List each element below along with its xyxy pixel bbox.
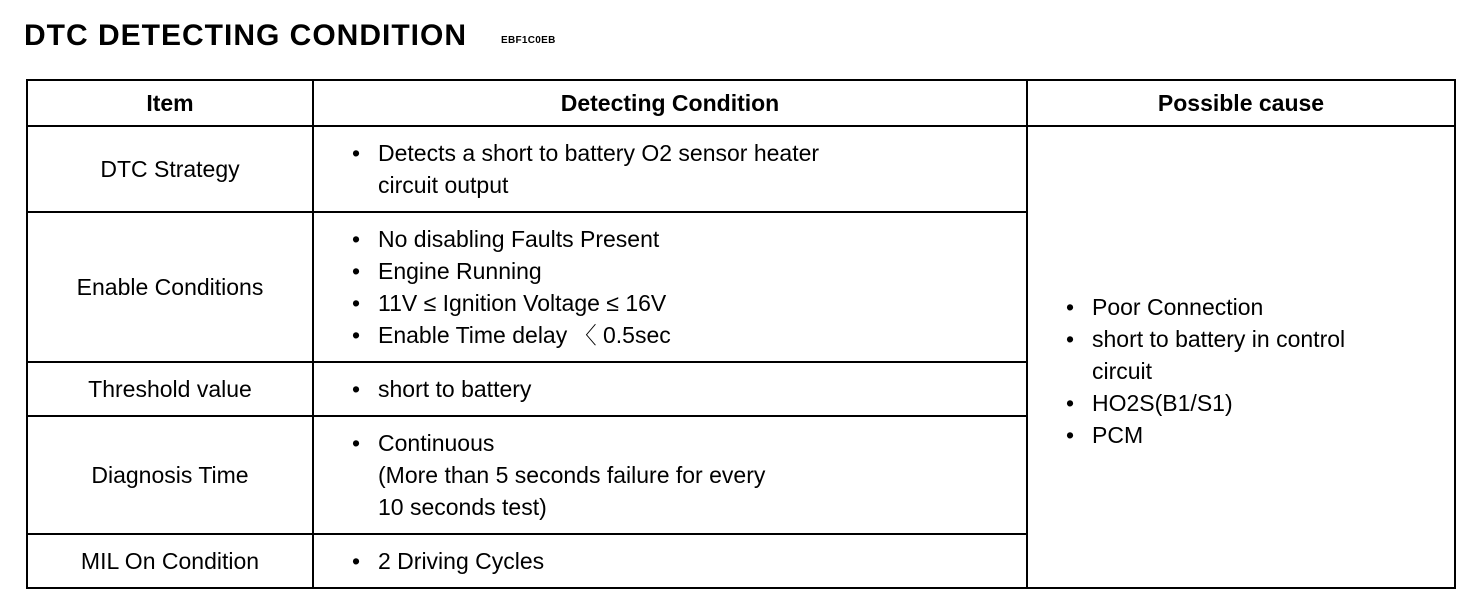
possible-cause-cell	[1027, 126, 1455, 588]
cause-bullet	[1066, 387, 1440, 419]
table-header-row	[27, 80, 1455, 126]
column-header-detecting-condition: Detecting Condition	[313, 80, 1027, 126]
condition-text: • short to battery	[378, 376, 532, 402]
column-header-item: Item	[27, 80, 313, 126]
possible-cause-list	[1066, 291, 1440, 451]
condition-list	[352, 427, 1012, 523]
condition-text: • Continuous	[378, 430, 495, 456]
condition-list	[352, 373, 1012, 405]
condition-list	[352, 545, 1012, 577]
table-row-dtc-strategy	[27, 126, 1455, 212]
condition-cell	[313, 416, 1027, 534]
condition-text: (More than 5 seconds failure for every	[378, 462, 766, 488]
cause-text: • PCM	[1092, 422, 1144, 448]
condition-cell	[313, 362, 1027, 416]
condition-cell	[313, 212, 1027, 362]
condition-text: circuit output	[378, 172, 509, 198]
cause-text: • HO2S(B1/S1)	[1092, 390, 1233, 416]
item-cell: Threshold value	[27, 362, 313, 416]
page-title: DTC DETECTING CONDITION	[24, 19, 467, 52]
condition-bullet	[352, 373, 1012, 405]
condition-text: • Detects a short to battery O2 sensor heater	[378, 140, 820, 166]
condition-bullet	[352, 255, 1012, 287]
item-cell: MIL On Condition	[27, 534, 313, 588]
title-row	[24, 14, 556, 58]
cause-text: circuit	[1092, 358, 1153, 384]
item-cell: Diagnosis Time	[27, 416, 313, 534]
dtc-condition-table	[26, 79, 1456, 589]
condition-text: • 11V ≤ Ignition Voltage ≤ 16V	[378, 290, 667, 316]
condition-bullet	[352, 545, 1012, 577]
condition-text: • Enable Time delay 〈 0.5sec	[378, 322, 671, 348]
document-code: EBF1C0EB	[501, 34, 556, 46]
condition-bullet	[352, 319, 1012, 351]
cause-text: • Poor Connection	[1092, 294, 1264, 320]
condition-list	[352, 137, 1012, 201]
condition-bullet	[352, 223, 1012, 255]
condition-bullet	[352, 427, 1012, 523]
condition-bullet	[352, 137, 1012, 201]
item-cell: Enable Conditions	[27, 212, 313, 362]
cause-text: • short to battery in control	[1092, 326, 1346, 352]
condition-list	[352, 223, 1012, 351]
condition-text: • No disabling Faults Present	[378, 226, 660, 252]
condition-cell	[313, 126, 1027, 212]
item-cell: DTC Strategy	[27, 126, 313, 212]
condition-text: • Engine Running	[378, 258, 542, 284]
column-header-possible-cause: Possible cause	[1027, 80, 1455, 126]
cause-bullet	[1066, 291, 1440, 323]
condition-text: • 2 Driving Cycles	[378, 548, 545, 574]
condition-bullet	[352, 287, 1012, 319]
condition-text: 10 seconds test)	[378, 494, 547, 520]
cause-bullet	[1066, 323, 1440, 387]
condition-cell	[313, 534, 1027, 588]
cause-bullet	[1066, 419, 1440, 451]
